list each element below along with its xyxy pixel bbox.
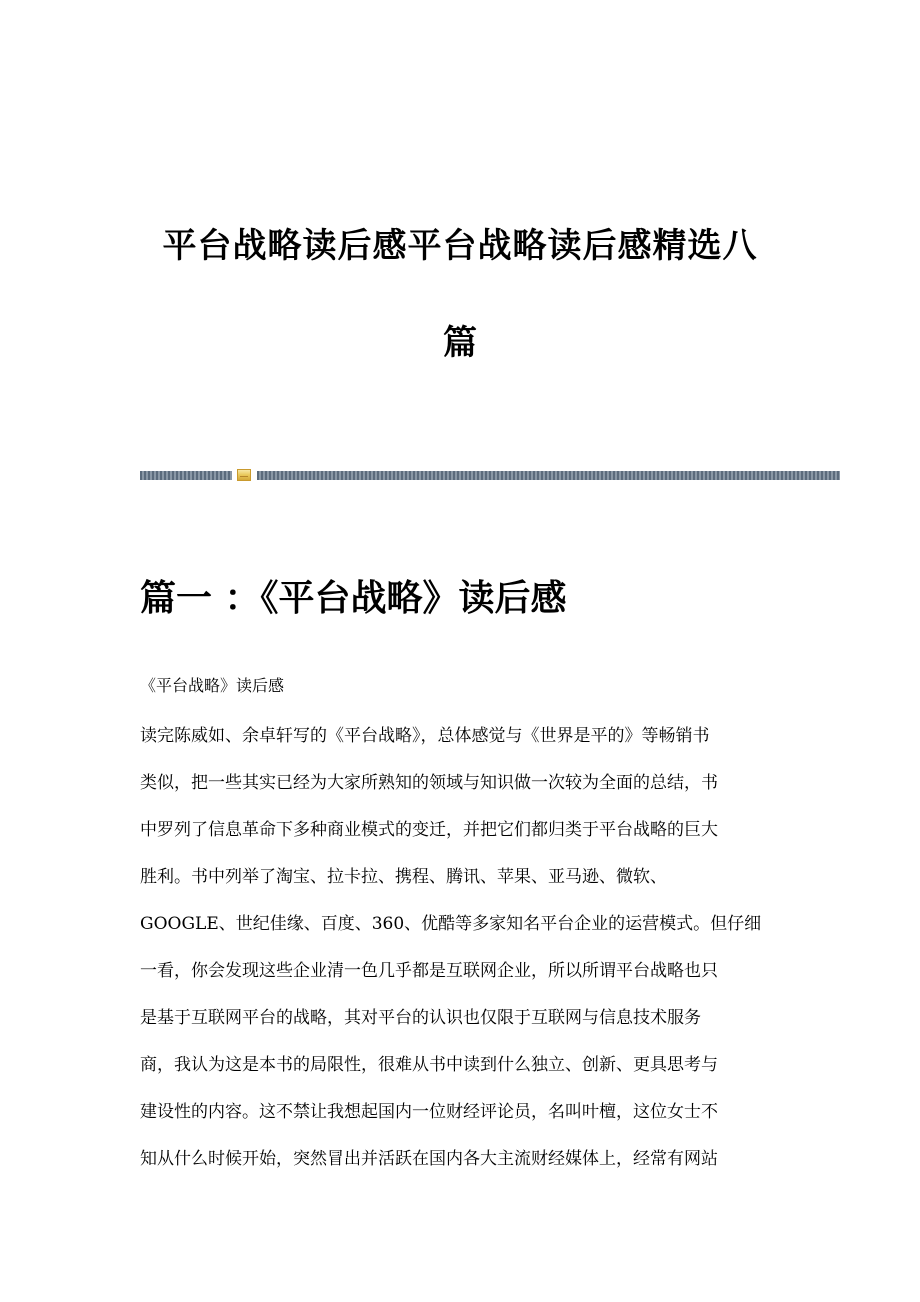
document-title-line-1: 平台战略读后感平台战略读后感精选八 xyxy=(162,226,758,266)
divider-bar-right xyxy=(257,471,840,480)
body-line: 是基于互联网平台的战略，其对平台的认识也仅限于互联网与信息技术服务 xyxy=(140,1008,701,1028)
body-line: 商，我认为这是本书的局限性，很难从书中读到什么独立、创新、更具思考与 xyxy=(140,1055,718,1075)
body-line: 知从什么时候开始，突然冒出并活跃在国内各大主流财经媒体上，经常有网站 xyxy=(140,1149,718,1169)
section-subtitle: 《平台战略》读后感 xyxy=(140,676,285,695)
document-title-line-2: 篇 xyxy=(443,323,477,363)
body-line: GOOGLE、世纪佳缘、百度、360、优酷等多家知名平台企业的运营模式。但仔细 xyxy=(140,914,762,934)
decorative-divider xyxy=(140,471,840,480)
divider-bar-left xyxy=(140,471,232,480)
section-heading: 篇一 ：《平台战略》读后感 xyxy=(140,578,567,619)
body-text xyxy=(140,726,780,1196)
body-line: 中罗列了信息革命下多种商业模式的变迁，并把它们都归类于平台战略的巨大 xyxy=(140,820,718,840)
body-line: 读完陈威如、余卓轩写的《平台战略》，总体感觉与《世界是平的》等畅销书 xyxy=(140,726,710,746)
body-line: 建设性的内容。这不禁让我想起国内一位财经评论员，名叫叶檀，这位女士不 xyxy=(140,1102,718,1122)
body-line: 胜利。书中列举了淘宝、拉卡拉、携程、腾讯、苹果、亚马逊、微软、 xyxy=(140,867,667,887)
body-line: 类似，把一些其实已经为大家所熟知的领域与知识做一次较为全面的总结，书 xyxy=(140,773,718,793)
envelope-icon xyxy=(237,469,251,481)
body-line: 一看，你会发现这些企业清一色几乎都是互联网企业，所以所谓平台战略也只 xyxy=(140,961,718,981)
